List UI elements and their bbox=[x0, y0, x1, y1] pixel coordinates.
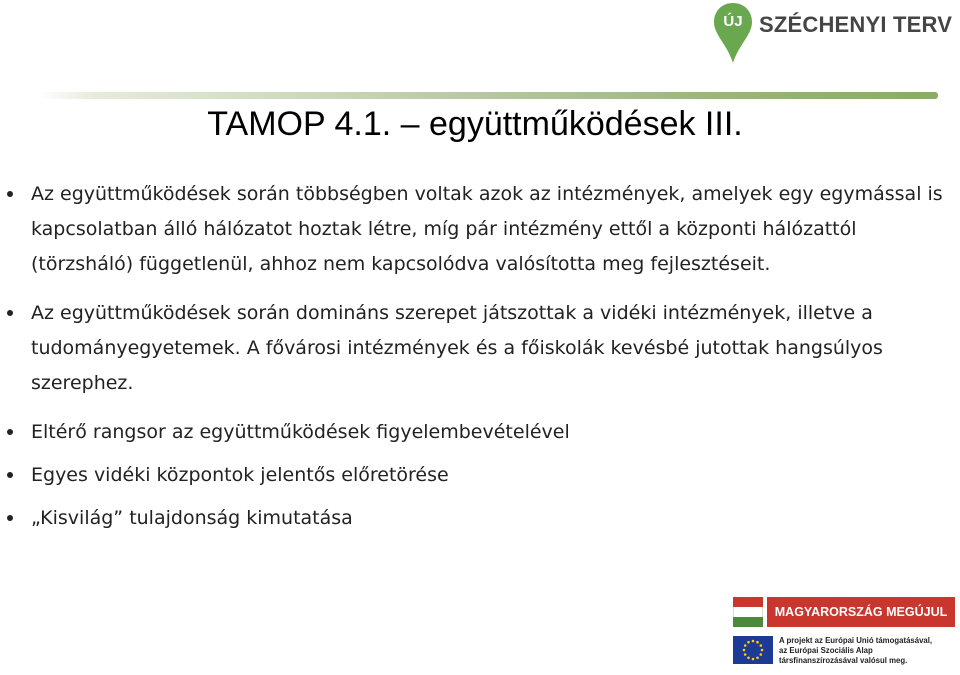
logo-name: SZÉCHENYI TERV bbox=[759, 12, 953, 37]
logo-pin-label: ÚJ bbox=[723, 13, 743, 30]
hungary-banner: MAGYARORSZÁG MEGÚJUL bbox=[767, 597, 955, 627]
bullet-text: Az együttműködések során többségben voltak azok az intézmények, amelyek egy egymással is kapcsolatban álló hálózatot hoztak létre, míg pár intézmény ettől a központi hálózattól (törzsháló) függetlenül, ahhoz nem kapcsolódva valósította meg fejlesztéseit. bbox=[31, 183, 943, 275]
map-pin-icon bbox=[713, 2, 753, 64]
bullet-item bbox=[0, 177, 960, 282]
eu-text-line: társfinanszírozásával valósul meg. bbox=[779, 656, 908, 665]
bullet-dot-icon bbox=[7, 429, 13, 435]
szechenyi-terv-logo bbox=[705, 2, 955, 66]
bullet-text: Az együttműködések során domináns szerepet játszottak a vidéki intézmények, illetve a tudományegyetemek. A fővárosi intézmények és a főiskolák kevésbé jutottak hangsúlyos szerephez. bbox=[31, 302, 883, 394]
eu-text-line: A projekt az Európai Unió támogatásával, bbox=[779, 636, 933, 645]
hungary-renews-logo bbox=[733, 595, 955, 629]
bullet-text: „Kisvilág” tulajdonság kimutatása bbox=[31, 507, 353, 529]
bullet-dot-icon bbox=[7, 515, 13, 521]
header-divider bbox=[40, 92, 938, 99]
bullet-item bbox=[0, 458, 960, 492]
eu-funding-logo bbox=[733, 634, 955, 670]
eu-flag-icon bbox=[733, 636, 773, 664]
hungarian-flag-icon bbox=[733, 597, 763, 627]
eu-funding-text bbox=[779, 636, 932, 666]
bullet-dot-icon bbox=[7, 310, 13, 316]
bullet-dot-icon bbox=[7, 472, 13, 478]
bullet-text: Eltérő rangsor az együttműködések figyelembevételével bbox=[31, 421, 570, 443]
bullet-item bbox=[0, 501, 960, 535]
bullet-dot-icon bbox=[7, 191, 13, 197]
bullet-item bbox=[0, 415, 960, 449]
eu-text-line: az Európai Szociális Alap bbox=[779, 646, 873, 655]
slide-title: TAMOP 4.1. – együttműködések III. bbox=[207, 105, 743, 143]
bullet-list bbox=[0, 177, 960, 544]
bullet-item bbox=[0, 296, 960, 401]
bullet-text: Egyes vidéki központok jelentős előretörése bbox=[31, 464, 449, 486]
